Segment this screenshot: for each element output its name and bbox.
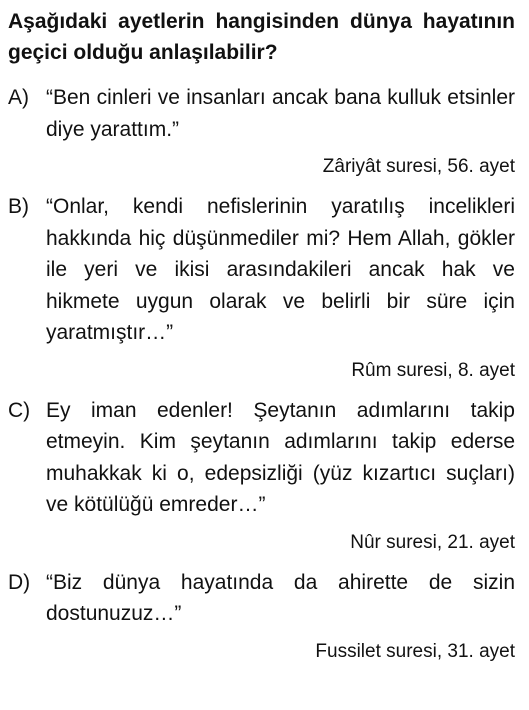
verse-text: “Ben cinleri ve insanları ancak bana kulluk etsinler diye yarattım.” [46, 86, 515, 141]
option-body [46, 191, 515, 395]
verse-text: Ey iman edenler! Şeytanın adımlarını takip etmeyin. Kim şeytanın adımlarını takip ederse muhakkak ki o, edepsizliği (yüz kızartıcı suçları) ve kötülüğü emreder…” [46, 398, 515, 516]
option-letter: B) [8, 195, 29, 218]
option-letter: A) [8, 86, 29, 109]
option-body [46, 82, 515, 191]
verse-source: Rûm suresi, 8. ayet [351, 359, 515, 381]
option-letter: C) [8, 398, 31, 422]
option-d[interactable] [8, 567, 515, 676]
option-a[interactable] [8, 82, 515, 191]
option-letter: D) [8, 570, 31, 594]
option-body [46, 567, 515, 676]
verse-source: Fussilet suresi, 31. ayet [315, 640, 515, 662]
option-c[interactable] [8, 395, 515, 567]
verse-text: “Onlar, kendi nefislerinin yaratılış incelikleri hakkında hiç düşünmediler mi? Hem Allah, gökler ile yeri ve ikisi arasındakileri ancak hak ve hikmete uygun olarak ve belirli bir süre için yaratmıştır…” [46, 195, 515, 344]
question-stem: Aşağıdaki ayetlerin hangisinden dünya hayatının geçici olduğu anlaşılabilir? [8, 10, 515, 64]
option-body [46, 395, 515, 567]
verse-text: “Biz dünya hayatında da ahirette de sizin dostunuzuz…” [46, 570, 515, 625]
verse-source: Nûr suresi, 21. ayet [350, 531, 515, 553]
verse-source: Zâriyât suresi, 56. ayet [322, 156, 515, 177]
option-b[interactable] [8, 191, 515, 395]
